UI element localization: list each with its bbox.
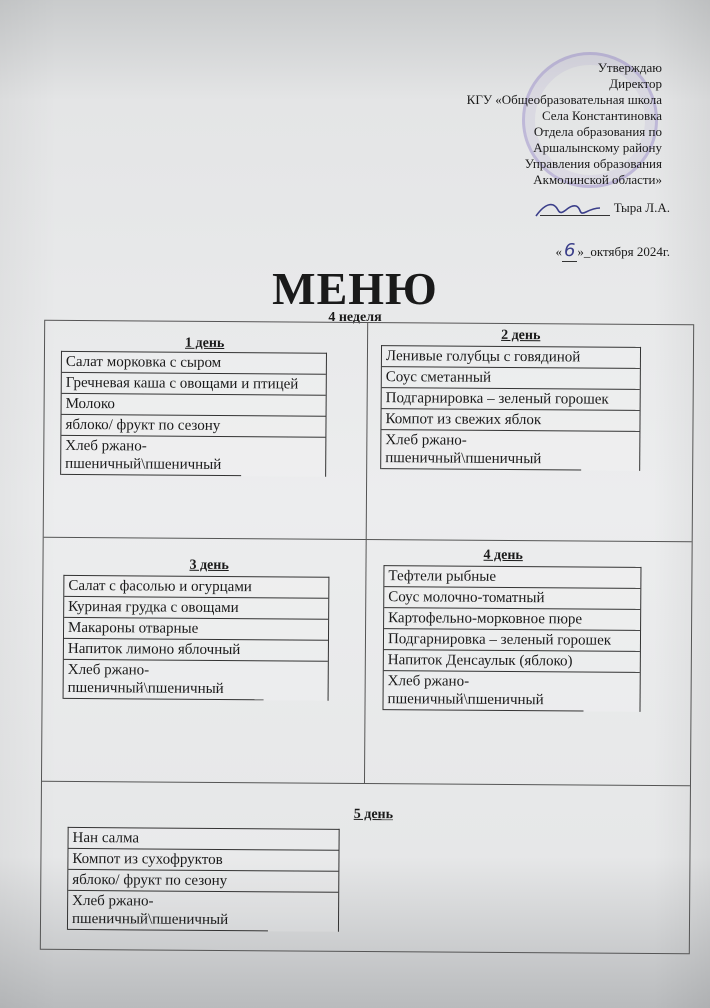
menu-item: яблоко/ фрукт по сезону bbox=[68, 870, 338, 893]
menu-item: Картофельно-морковное пюре bbox=[384, 608, 640, 631]
day-4-title: 4 день bbox=[483, 547, 523, 564]
menu-item: Салат с фасолью и огурцами bbox=[64, 576, 328, 599]
approval-line: Аршалынскому району bbox=[533, 140, 662, 155]
week-label: 4 неделя bbox=[328, 310, 382, 325]
approval-line: Села Константиновка bbox=[541, 108, 662, 123]
approval-line: Акмолинской области» bbox=[533, 172, 662, 187]
approval-line: КГУ «Общеобразовательная школа bbox=[466, 92, 662, 107]
menu-item: Гречневая каша с овощами и птицей bbox=[62, 373, 326, 396]
page-title: МЕНЮ bbox=[272, 263, 438, 314]
menu-item: Напиток лимоно яблочный bbox=[64, 639, 328, 662]
day-5-table bbox=[67, 827, 340, 932]
menu-item: Компот из свежих яблок bbox=[381, 409, 639, 432]
signer-name: Тыра Л.А. bbox=[613, 200, 670, 215]
day-3-title: 3 день bbox=[189, 557, 229, 574]
menu-item: Ленивые голубцы с говядиной bbox=[382, 346, 640, 369]
menu-item: Молоко bbox=[62, 394, 326, 417]
column-divider bbox=[364, 323, 368, 783]
approval-line: Отдела образования по bbox=[533, 124, 662, 139]
menu-item: Соус сметанный bbox=[382, 367, 640, 390]
menu-item: Соус молочно-томатный bbox=[384, 587, 640, 610]
approval-line: Управления образования bbox=[524, 156, 662, 171]
menu-item: Хлеб ржано-пшеничный\пшеничный bbox=[383, 671, 583, 711]
approval-line: Директор bbox=[609, 76, 662, 91]
date-day-handwritten: 6 bbox=[563, 240, 576, 261]
approval-block bbox=[342, 60, 662, 188]
menu-item: Хлеб ржано-пшеничный\пшеничный bbox=[68, 891, 268, 931]
day-5-title: 5 день bbox=[353, 806, 394, 823]
approval-line: Утверждаю bbox=[597, 60, 662, 75]
menu-item: Макароны отварные bbox=[64, 618, 328, 641]
approval-date: « 6 »_октября 2024г. bbox=[555, 240, 670, 261]
menu-item: яблоко/ фрукт по сезону bbox=[61, 415, 325, 438]
menu-item: Хлеб ржано-пшеничный\пшеничный bbox=[64, 660, 264, 700]
menu-item: Тефтели рыбные bbox=[384, 566, 640, 589]
menu-frame bbox=[40, 320, 694, 955]
day-3-table bbox=[63, 575, 330, 701]
menu-item: Салат морковка с сыром bbox=[62, 352, 326, 375]
row-divider bbox=[42, 781, 690, 787]
menu-item: Куриная грудка с овощами bbox=[64, 597, 328, 620]
day-1-title: 1 день bbox=[184, 335, 225, 351]
day-4-table bbox=[382, 565, 641, 712]
day-1-table bbox=[60, 351, 327, 477]
row-divider bbox=[44, 537, 692, 543]
menu-item: Компот из сухофруктов bbox=[68, 849, 338, 872]
day-2-table bbox=[380, 345, 641, 471]
menu-item: Хлеб ржано-пшеничный\пшеничный bbox=[381, 430, 581, 470]
menu-item: Хлеб ржано-пшеничный\пшеничный bbox=[61, 436, 241, 476]
menu-item: Напиток Денсаулык (яблоко) bbox=[384, 650, 640, 673]
signature-line bbox=[520, 200, 670, 224]
menu-item: Подгарнировка – зеленый горошек bbox=[384, 629, 640, 652]
menu-item: Подгарнировка – зеленый горошек bbox=[382, 388, 640, 411]
day-2-title: 2 день bbox=[501, 327, 541, 344]
menu-item: Нан салма bbox=[69, 828, 339, 851]
